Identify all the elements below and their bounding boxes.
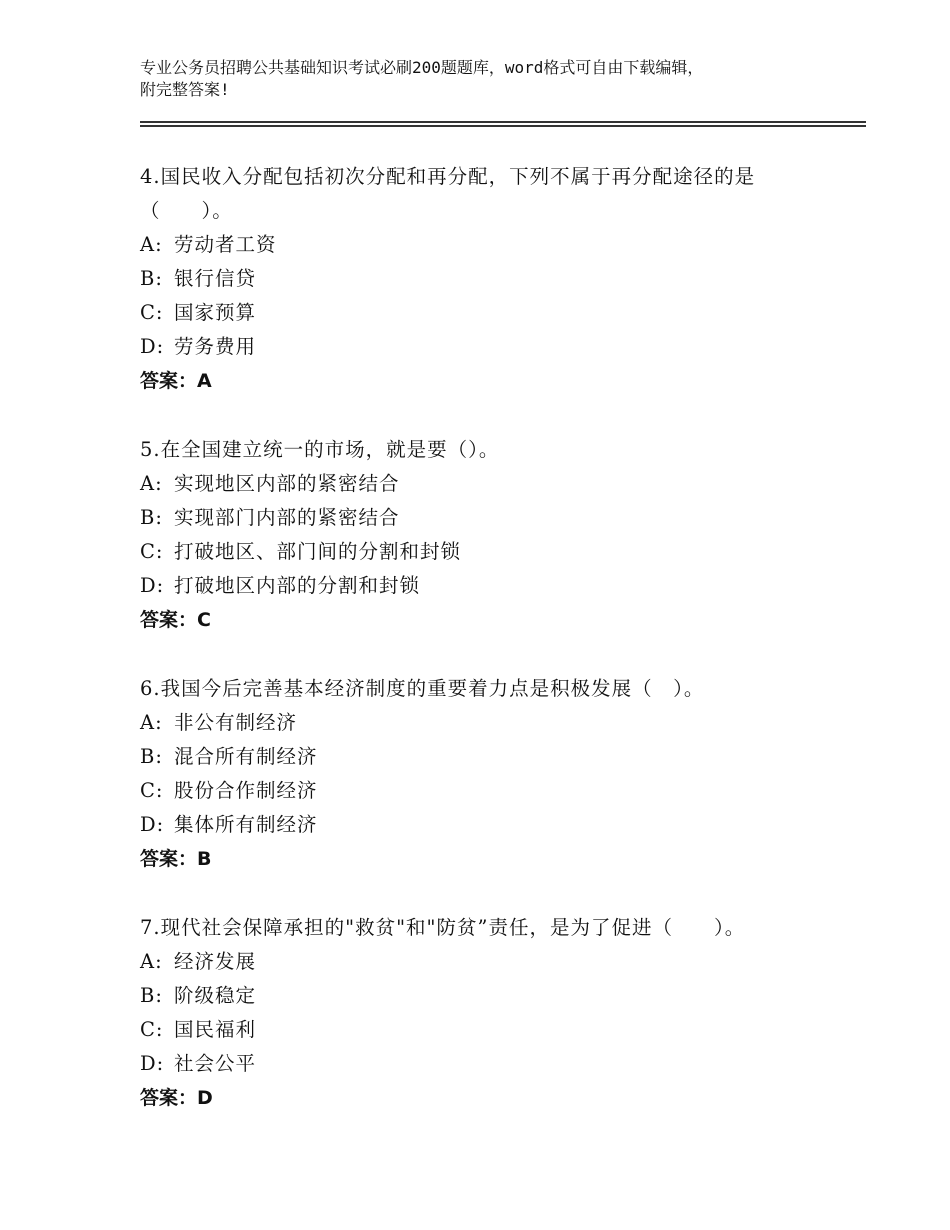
option-text: 劳务费用 [174, 335, 257, 358]
document-header [140, 57, 820, 101]
option-text: 实现地区内部的紧密结合 [174, 472, 400, 495]
option-d [140, 330, 840, 364]
option-key: B: [140, 745, 163, 768]
option-text: 银行信贷 [174, 267, 257, 290]
option-key: D: [140, 574, 165, 597]
option-text: 社会公平 [174, 1052, 257, 1075]
option-a [140, 228, 840, 262]
question-4 [140, 160, 840, 398]
option-text: 国家预算 [174, 301, 257, 324]
header-line-2: 附完整答案! [140, 80, 230, 99]
option-key: B: [140, 506, 163, 529]
option-key: C: [140, 540, 164, 563]
header-divider [140, 121, 866, 127]
option-c [140, 1013, 840, 1047]
question-stem-continued: （ ）。 [140, 199, 233, 222]
answer: 答案：A [140, 370, 212, 392]
option-text: 阶级稳定 [174, 984, 257, 1007]
option-text: 非公有制经济 [174, 711, 298, 734]
option-d [140, 808, 840, 842]
option-key: D: [140, 1052, 165, 1075]
answer: 答案：D [140, 1087, 213, 1109]
option-text: 混合所有制经济 [174, 745, 318, 768]
question-stem: 6.我国今后完善基本经济制度的重要着力点是积极发展（ ）。 [140, 677, 705, 700]
option-text: 打破地区内部的分割和封锁 [174, 574, 421, 597]
option-c [140, 774, 840, 808]
option-d [140, 569, 840, 603]
question-6 [140, 672, 840, 876]
header-line-1: 专业公务员招聘公共基础知识考试必刷200题题库，word格式可自由下载编辑， [140, 58, 704, 77]
option-b [140, 740, 840, 774]
option-text: 实现部门内部的紧密结合 [174, 506, 400, 529]
question-5 [140, 433, 840, 637]
option-key: B: [140, 984, 163, 1007]
option-text: 集体所有制经济 [174, 813, 318, 836]
option-key: B: [140, 267, 163, 290]
option-d [140, 1047, 840, 1081]
question-stem: 7.现代社会保障承担的"救贫"和"防贫”责任，是为了促进（ ）。 [140, 916, 746, 939]
question-stem: 4.国民收入分配包括初次分配和再分配，下列不属于再分配途径的是 [140, 165, 756, 188]
question-stem: 5.在全国建立统一的市场，就是要（）。 [140, 438, 500, 461]
question-7 [140, 911, 840, 1115]
option-text: 打破地区、部门间的分割和封锁 [174, 540, 462, 563]
option-b [140, 979, 840, 1013]
option-key: A: [140, 950, 163, 973]
option-key: D: [140, 335, 165, 358]
option-text: 国民福利 [174, 1018, 257, 1041]
option-a [140, 467, 840, 501]
answer: 答案：C [140, 609, 211, 631]
option-key: A: [140, 472, 163, 495]
option-c [140, 296, 840, 330]
answer: 答案：B [140, 848, 212, 870]
option-key: A: [140, 233, 163, 256]
option-key: C: [140, 301, 164, 324]
option-b [140, 501, 840, 535]
option-key: C: [140, 779, 164, 802]
option-text: 经济发展 [174, 950, 257, 973]
option-c [140, 535, 840, 569]
option-key: C: [140, 1018, 164, 1041]
option-key: D: [140, 813, 165, 836]
option-text: 股份合作制经济 [174, 779, 318, 802]
option-text: 劳动者工资 [174, 233, 277, 256]
option-b [140, 262, 840, 296]
option-a [140, 945, 840, 979]
option-key: A: [140, 711, 163, 734]
option-a [140, 706, 840, 740]
